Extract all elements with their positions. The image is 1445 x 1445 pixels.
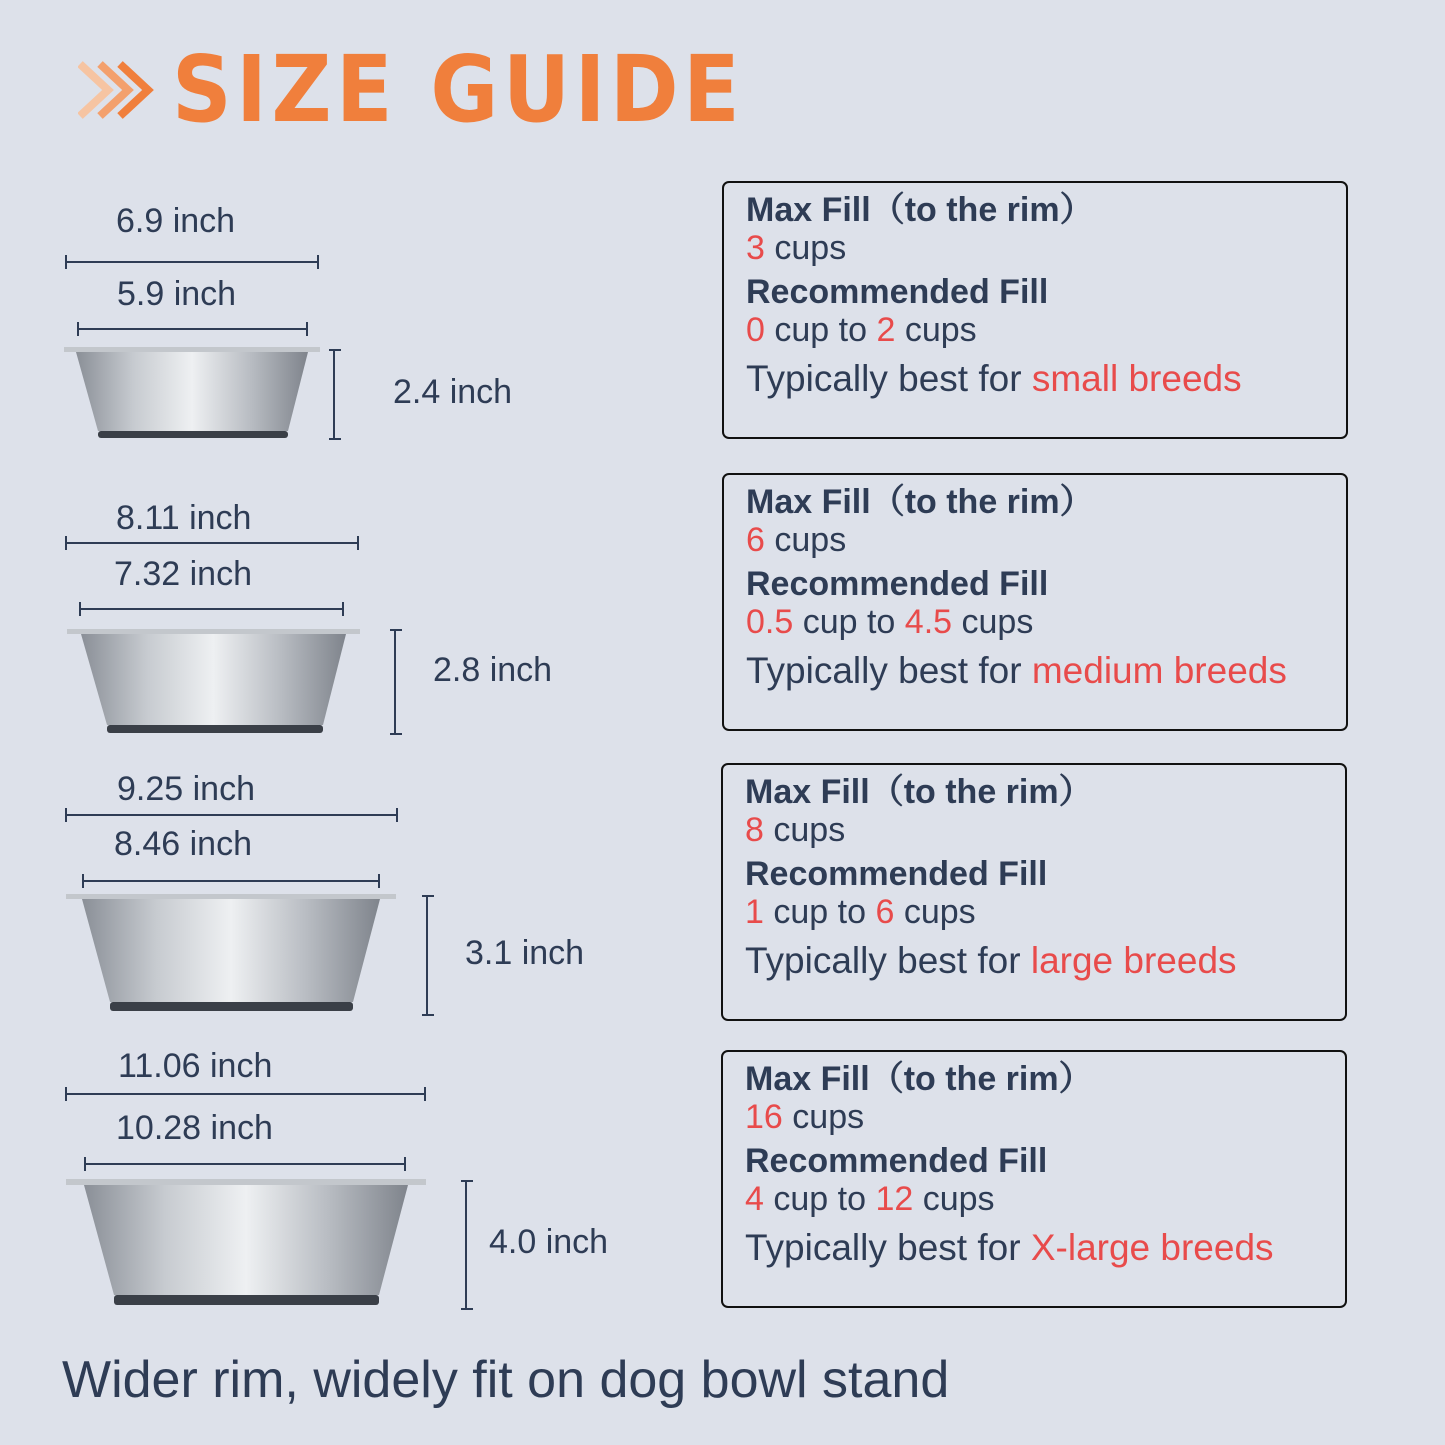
- rec-max: 12: [875, 1180, 914, 1218]
- best-for-line: [745, 1226, 1345, 1270]
- max-fill-value: 16: [745, 1098, 783, 1136]
- inner-width-label: 10.28 inch: [116, 1109, 273, 1147]
- best-for-line: [746, 357, 1346, 401]
- recommended-label: Recommended Fill: [746, 273, 1049, 311]
- rec-unit: cups: [903, 893, 976, 931]
- outer-width-label: 8.11 inch: [116, 499, 252, 537]
- bowl-image: [67, 629, 360, 735]
- inner-width-line: [85, 1163, 405, 1165]
- outer-width-label: 6.9 inch: [116, 202, 236, 240]
- inner-width-line: [83, 880, 379, 882]
- best-for-prefix: Typically best for: [746, 650, 1022, 691]
- info-card-small: [722, 181, 1348, 439]
- max-fill-value: 8: [745, 811, 764, 849]
- max-fill-value: 3: [746, 229, 765, 267]
- inner-width-line: [78, 328, 307, 330]
- height-line: [394, 630, 396, 734]
- best-for-prefix: Typically best for: [745, 940, 1021, 981]
- best-for-breed: large breeds: [1030, 940, 1237, 981]
- info-card-xlarge: [721, 1050, 1347, 1308]
- height-line: [426, 896, 428, 1015]
- best-for-prefix: Typically best for: [745, 1227, 1021, 1268]
- rec-min: 1: [745, 893, 764, 931]
- recommended-range: [745, 893, 1345, 931]
- outer-width-label: 9.25 inch: [117, 770, 255, 808]
- page-title: SIZE GUIDE: [172, 36, 745, 143]
- recommended-range: [745, 1180, 1345, 1218]
- rec-unit: cups: [904, 311, 977, 349]
- inner-width-label: 8.46 inch: [114, 825, 252, 863]
- height-label: 3.1 inch: [465, 934, 585, 972]
- max-fill-value-line: [746, 521, 1346, 559]
- outer-width-line: [66, 1093, 425, 1095]
- bowl-image: [66, 894, 396, 1014]
- inner-width-label: 5.9 inch: [117, 275, 237, 313]
- bowl-image: [66, 1179, 426, 1309]
- max-fill-label: Max Fill（to the rim）: [746, 191, 1094, 229]
- rec-mid: cup to: [774, 311, 867, 349]
- recommended-label: Recommended Fill: [745, 1142, 1048, 1180]
- rec-max: 6: [875, 893, 895, 931]
- rec-mid: cup to: [773, 1180, 866, 1218]
- best-for-prefix: Typically best for: [746, 358, 1022, 399]
- inner-width-line: [80, 608, 343, 610]
- outer-width-label: 11.06 inch: [118, 1047, 273, 1085]
- rec-min: 0: [746, 311, 765, 349]
- max-fill-unit: cups: [774, 229, 847, 267]
- recommended-range: [746, 311, 1346, 349]
- rec-unit: cups: [961, 603, 1034, 641]
- height-line: [465, 1181, 467, 1309]
- recommended-range: [746, 603, 1346, 641]
- rec-min: 0.5: [746, 603, 794, 641]
- max-fill-label: Max Fill（to the rim）: [746, 483, 1094, 521]
- rec-max: 2: [876, 311, 896, 349]
- outer-width-line: [66, 542, 358, 544]
- recommended-label: Recommended Fill: [746, 565, 1049, 603]
- header: [78, 40, 158, 140]
- outer-width-line: [66, 261, 318, 263]
- footer-caption: Wider rim, widely fit on dog bowl stand: [62, 1351, 950, 1409]
- height-label: 2.4 inch: [393, 373, 513, 411]
- best-for-breed: X-large breeds: [1030, 1227, 1274, 1268]
- rec-mid: cup to: [802, 603, 896, 641]
- max-fill-value-line: [746, 229, 1346, 267]
- best-for-line: [746, 649, 1346, 693]
- chevron-arrows-icon: [78, 50, 158, 130]
- recommended-label: Recommended Fill: [745, 855, 1048, 893]
- max-fill-label: Max Fill（to the rim）: [745, 773, 1093, 811]
- rec-max: 4.5: [904, 603, 953, 641]
- rec-min: 4: [745, 1180, 764, 1218]
- info-card-large: [721, 763, 1347, 1021]
- height-label: 4.0 inch: [489, 1223, 609, 1261]
- max-fill-unit: cups: [774, 521, 847, 559]
- bowl-image: [64, 347, 320, 441]
- max-fill-label: Max Fill（to the rim）: [745, 1060, 1093, 1098]
- rec-mid: cup to: [773, 893, 866, 931]
- max-fill-value-line: [745, 1098, 1345, 1136]
- outer-width-line: [66, 814, 397, 816]
- best-for-line: [745, 939, 1345, 983]
- info-card-medium: [722, 473, 1348, 731]
- max-fill-unit: cups: [773, 811, 846, 849]
- inner-width-label: 7.32 inch: [114, 555, 252, 593]
- best-for-breed: medium breeds: [1031, 650, 1287, 691]
- max-fill-value-line: [745, 811, 1345, 849]
- best-for-breed: small breeds: [1031, 358, 1242, 399]
- height-line: [333, 350, 335, 439]
- max-fill-unit: cups: [792, 1098, 865, 1136]
- rec-unit: cups: [922, 1180, 995, 1218]
- max-fill-value: 6: [746, 521, 765, 559]
- height-label: 2.8 inch: [433, 651, 553, 689]
